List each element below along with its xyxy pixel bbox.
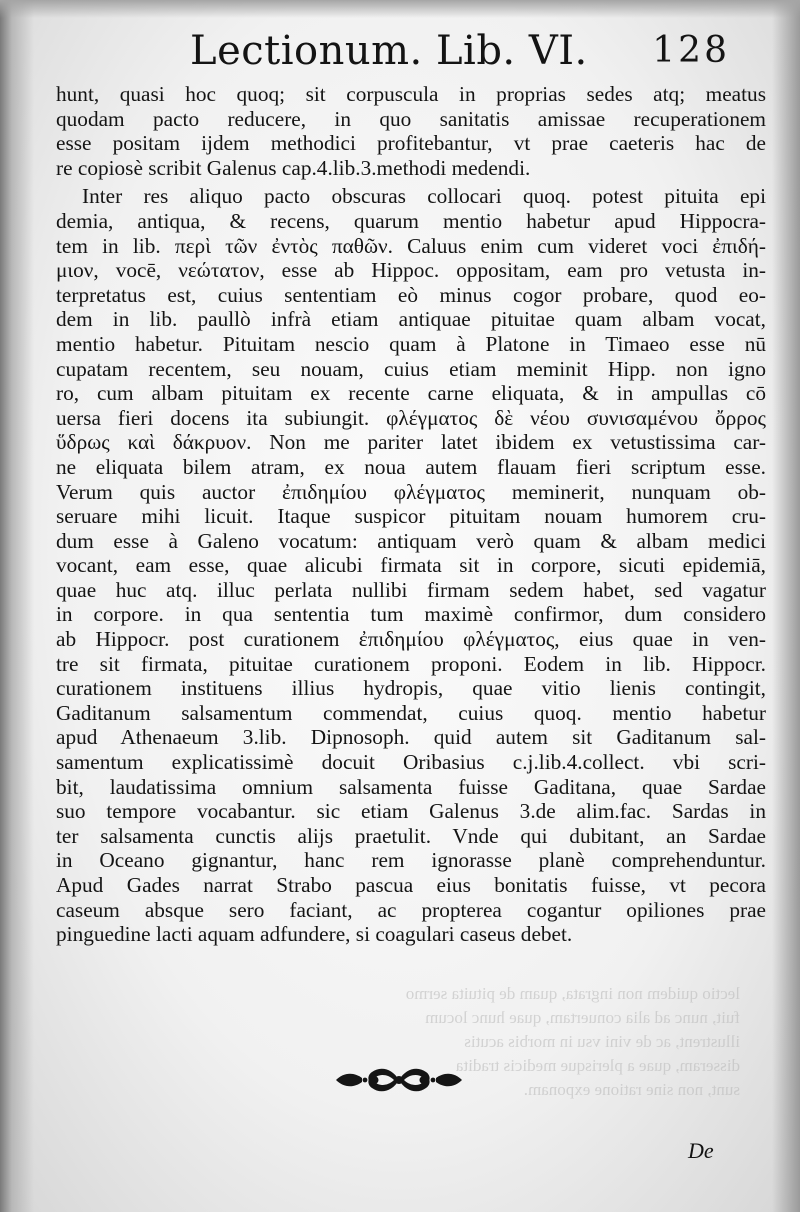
text-line: Gaditanum salsamentum commendat, cuius quoq. mentio habetur: [56, 700, 766, 725]
running-title: Lectionum. Lib. VI.: [190, 28, 588, 74]
text-line: samentum explicatissimè docuit Oribasius c.j.lib.4.collect. vbi scri-: [56, 750, 766, 775]
text-line: in corpore. in qua sententia tum maximè confirmor, dum considero: [56, 602, 766, 627]
text-line: tem in lib. περὶ τῶν ἐντὸς παθῶν. Caluus enim cum videret voci ἐπιδή-: [56, 233, 766, 258]
text-line: uersa fieri docens ita subiungit. φλέγματος δὲ νέου συνισαμένου ὄρρος: [56, 405, 766, 430]
text-line: ne eliquata bilem atram, ex noua autem flauam fieri scriptum esse.: [56, 454, 766, 479]
text-line: ter salsamenta cunctis alijs praetulit. Vnde qui dubitant, an Sardae: [56, 823, 766, 848]
paragraph-1: [56, 82, 766, 180]
text-line: tre sit firmata, pituitae curationem proponi. Eodem in lib. Hippocr.: [56, 651, 766, 676]
text-line: suo tempore vocabantur. sic etiam Galenus 3.de alim.fac. Sardas in: [56, 799, 766, 824]
page-shadow-right: [772, 0, 800, 1212]
text-line: ab Hippocr. post curationem ἐπιδημίου φλέγματος, eius quae in ven-: [56, 627, 766, 652]
text-line: in Oceano gignantur, hanc rem ignorasse planè comprehenduntur.: [56, 848, 766, 873]
text-line: esse positam ijdem methodici profitebantur, vt prae caeteris hac de: [56, 131, 766, 156]
text-line: mentio habetur. Pituitam nescio quam à Platone in Timaeo esse nū: [56, 331, 766, 356]
fleuron-ornament: [332, 1062, 466, 1098]
text-line: ὕδρως καὶ δάκρυον. Non me pariter latet ibidem ex vetustissima car-: [56, 430, 766, 455]
text-line: seruare mihi licuit. Itaque suspicor pituitam nouam humorem cru-: [56, 504, 766, 529]
text-line: dem in lib. paullò infrà etiam antiquae pituitae quam albam vocat,: [56, 307, 766, 332]
text-line: bit, laudatissima omnium salsamenta fuisse Gaditana, quae Sardae: [56, 774, 766, 799]
text-line: dum esse à Galeno vocatum: antiquam verò quam & albam medici: [56, 528, 766, 553]
paragraph-2: [56, 184, 766, 946]
text-line: quodam pacto reducere, in quo sanitatis amissae recuperationem: [56, 106, 766, 131]
page-header: [190, 28, 730, 84]
show-through-text: lectio quidem non ingrata, quam de pituita sermo fuit, nunc ad alia conuertam, quae hunc locum illustrent, ac de vini vsu in morbis acutis disseram, quae a plerisque medicis tradita sunt, non sine ratione exponam.: [405, 984, 740, 1099]
text-line: demia, antiqua, & recens, quarum mentio habetur apud Hippocra-: [56, 208, 766, 233]
text-line: Verum quis auctor ἐπιδημίου φλέγματος meminerit, nunquam ob-: [56, 479, 766, 504]
page-shadow-left: [0, 0, 34, 1212]
text-line: caseum absque sero faciant, ac propterea cogantur opiliones prae: [56, 897, 766, 922]
catchword: De: [688, 1138, 714, 1163]
text-line: pinguedine lacti aquam adfundere, si coagulari caseus debet.: [56, 922, 573, 947]
text-line: re copiosè scribit Galenus cap.4.lib.3.methodi medendi.: [56, 155, 531, 180]
text-line: Apud Gades narrat Strabo pascua eius bonitatis fuisse, vt pecora: [56, 873, 766, 897]
text-line: curationem instituens illius hydropis, quae vitio lienis contingit,: [56, 676, 766, 701]
text-line: quae huc atq. illuc perlata nullibi firmam sedem habet, sed vagatur: [56, 577, 766, 602]
text-line: ro, cum albam pituitam ex recente carne eliquata, & in ampullas cō: [56, 381, 766, 406]
page-number: 128: [652, 30, 730, 71]
text-line: terpretatus est, cuius sententiam eò minus cogor probare, quod eo-: [56, 282, 766, 307]
text-line: cupatam recentem, seu nouam, cuius etiam meminit Hipp. non igno: [56, 356, 766, 381]
body-text: [56, 82, 766, 947]
text-line: apud Athenaeum 3.lib. Dipnosoph. quid autem sit Gaditanum sal-: [56, 725, 766, 750]
text-line: hunt, quasi hoc quoq; sit corpuscula in proprias sedes atq; meatus: [56, 82, 766, 106]
text-line: μιον, vocē, νεώτατον, esse ab Hippoc. oppositam, eam pro vetusta in-: [56, 258, 766, 283]
text-line: vocant, eam esse, quae alicubi firmata sit in corpore, sicuti epidemiā,: [56, 553, 766, 578]
text-line: Inter res aliquo pacto obscuras collocari quoq. potest pituita epi: [82, 184, 766, 209]
page-shadow-top: [0, 0, 800, 18]
